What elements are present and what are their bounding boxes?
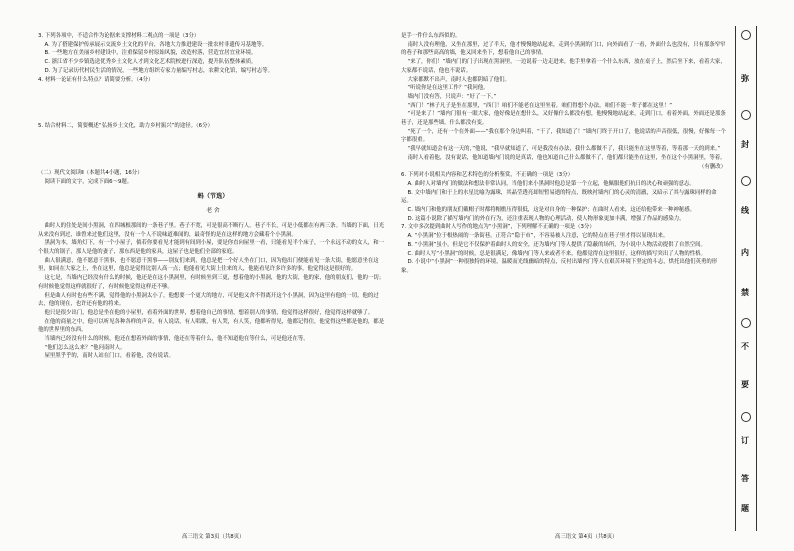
passage-paragraph: 在他的商量之中，他可以听见各种各样的声音，有人说话，有人唱歌，有人哭，有人笑，他都听得见，他都记得住，他觉得这些都是他的，都是他的世界里的东西。 [38,318,385,334]
option-7b: B. “小黑洞”虽小，但是它不仅保护着曲时人的安全，还为墙内门等人提供了隐蔽的场所，为小说中人物活动提供了自然空间。 [407,241,706,248]
option-3b: B. 一些地方在美丽乡村建设中，注重保留乡村原始风貌，改造村落，营造宜居宜业环境。 [44,50,257,57]
passage-paragraph: 墙内门没有答，只说声：“好了一下。” [407,93,497,100]
passage-paragraph: 是手一件什么东西似的。 [401,33,461,39]
option-6d: D. 这篇小说除了描写墙内门的外在行为，还注重表现人物的心理活动，使人物形象更加丰满，增强了作品的感染力。 [407,215,685,222]
seal-dot-icon [741,412,751,422]
question-6: 6. 下列对小说相关内容和艺术特色的分析鉴赏，不正确的一项是（3分） [401,172,574,179]
seal-line-strip [735,26,757,531]
option-6a: A. 曲时人对墙内门的做法和想法非常认同，当他们来小黑洞时他总是第一个立起，他佩服他们抗日的决心和顽强的意志。 [407,180,695,187]
answer-space-4 [38,84,388,122]
passage-paragraph: 曲人很满意，他不愿意干黑事，也不愿意干黑事——别友们来到，他总是把一个好人坐在门口，因为他出门便能看见一条大街，他愿意坐在这里，如同在大家之上，坐在这里，他总是觉得比别人高一点；他能看见大街上往来的人，他能看见许多许多的事，他觉得这是很好的。 [38,257,379,273]
passage-paragraph: “他们怎么这么来？”他问南时人。 [44,344,126,351]
question-3: 3. 下列各项中，不适合作为论据来支撑材料二观点的一项是（3分） [38,33,200,39]
seal-char: 线 [741,206,749,215]
passage-title: 蚂（节选） [197,192,229,200]
section-heading: （二）现代文阅读Ⅱ（本题共4小题，16分） [38,169,143,176]
question-7: 7. 文中多次提到曲时人写作的地点为“小黑洞”，下列理解不正确的一项是（3分） [401,224,595,231]
option-7c: C. 曲时人写“小黑洞”的时候，总是很满足，像墙内门等人来或者不来，他都觉得在这里很好，这样的描写突出了人物的性格。 [407,250,706,257]
seal-char: 封 [741,140,749,149]
passage-paragraph: “来了，你们！”墙内门的门子出现在黑洞里，一边说着一边走进来，他手里拿着一个什么东西，放在桌子上，然后坐下来，看着大家，大家都不说话，他也不说话。 [401,59,726,74]
edit-note: （有删改） [699,163,726,170]
answer-space-5 [38,131,388,169]
seal-char: 答 [741,474,749,483]
section-instruction: 阅读下面的文字，完成下面6～9题。 [44,178,133,185]
seal-char: 禁 [741,288,749,297]
seal-char: 不 [741,342,749,351]
option-7d: D. 小说中“小黑洞”一种很独特的环境，温暖而光线幽暗的特点，反衬出墙内门等人在艰苦环境下坚定的斗志，烘托出他们英勇的形象。 [401,259,718,274]
question-5: 5. 结合材料二，简要概述“弘扬乡土文化，助力乡村振兴”的途径。（6分） [38,123,213,130]
passage-paragraph: “可是来了！”墙内门很有一眼大家，他好像是在想什么，又好像什么都没有想，他慢慢地站起来，走到门口，看着外面，外面还是那条巷子，还是那些墙，什么都没有变。 [401,111,726,127]
passage-paragraph: 南时人看着他，没有说话，他知道墙内门说的是真话，他也知道自己什么都做不了，他们都只能坐在这里，坐在这个小黑洞里，等着。 [407,154,726,161]
seal-dot-icon [741,176,751,186]
seal-char: 要 [741,380,749,389]
seal-char: 订 [741,436,749,445]
seal-dot-icon [741,110,751,120]
passage-paragraph: “听说你是在这里工作？”我问他。 [407,85,489,92]
page-footer-left: 高三语文 第3页（共8页） [182,534,245,540]
option-3c: C. 浙江省不少乡镇选送优秀乡土文化人才到文化艺术院校进行深造，提升队伍整体素质。 [44,59,257,66]
question-4: 4. 材料一论证有什么特点？请简要分析。（4分） [38,76,154,83]
right-column [401,32,726,276]
page-footer-right: 高三语文 第4页（共8页） [555,534,618,540]
passage-paragraph: “我早就知道会有这一天的，”他说，“我早就知道了，可是我没有办法，我什么都做不了，我只能坐在这里等着，等着那一天的到来。” [407,146,721,153]
option-7a: A. “小黑洞”位于根热闹的一条街巷，正符合“隐于市”，不容易被人注意，它的特点在巷子里才得以显现出来。 [407,233,669,240]
seal-char: 内 [741,248,749,257]
passage-paragraph: 但是曲人有时也有些不满，觉得他的小黑洞太小了，他想要一个更大的地方，可是他又舍不得离开这个小黑洞，因为这里有他的一切，他的过去，他的现在，也许还有他的将来。 [38,292,379,308]
seal-char: 弥 [741,74,749,83]
option-6c: C. 墙内门和他的朋友们戴帽子时都将帽檐压得很低，这是对自身的一种保护；在曲时人看来，这还给他带来一种神秘感。 [407,207,695,214]
option-6b: B. 文中墙内门和于上的水星比喻为露珠，其晶莹透亮却短暂易逝的特点，既映衬墙内门的心灵的清澈，又暗示了其与露珠同样的命运。 [401,189,717,205]
passage-paragraph: 屋里黑乎乎的，南时人站在门口，看着他，没有说话。 [44,353,174,360]
option-3d: D. 为了记录历代村民生活的情况，一些地方组织专家力量编写村志，农耕文化馆，编写村志等。 [44,67,274,74]
option-3a: A. 为了搭建保护传承展示交流乡土文化的平台，各地大力推进建设一批农村非遗传习基地等。 [44,41,268,48]
passage-paragraph: 这七是，当墙内已经没有什么的时候，他还是在这小黑洞里，有时候坐到三更，想着他的小黑洞，他的大街，他的家，他的朋友们，他的一切；有时候他觉得这样就很好了，有时候他觉得这样还不够。 [38,275,385,290]
seal-dot-icon [741,30,751,40]
passage-author: 老 舍 [206,208,220,215]
passage-paragraph: 他只是很少出门，他总是坐在他的小屋里，看着外面的世界，想着他自己的事情，想着别人的事情，他觉得这样很好，他觉得这样就够了。 [44,309,374,316]
passage-paragraph: “死了一个，还有一个在外面——”我在那个身边叫着，“干了，我知道了！”墙内门终于开口了，他说话的声音很低，很慢，好像每一个字都很重。 [401,128,726,144]
seal-char: 题 [741,504,749,513]
passage-paragraph: 曲时人的住处是间小黑洞，在四城根那间的一条巷子里。巷子不宽，可是很高不断行人。巷子不长，可是小低都在有两三条。当墙的下面，日光从来没有到过，谁曾来过他们这里，没有一个人不说味道难闻的，最奇怪的是在这样的地方会藏着个小黑洞。 [38,222,385,238]
passage-paragraph: 大家都默不出声，南时人也都阴暗了他们。 [407,76,510,83]
seal-dot-icon [741,318,751,328]
passage-paragraph: 当墙内已经没有什么的时候，他还在想着外面的事情，他还在等着什么，他不知道他在等什么，可是他还在等。 [44,336,309,343]
passage-paragraph: “西门！”林子凡子是坐在那里，“西门！咱们不能老在这里坐着，咱们得想个办法，咱们不能一辈子都在这里！” [407,102,672,109]
passage-paragraph: 南时人没有理他，又坐在那里，过了半天，他才慢慢地站起来，走到小黑洞的门口，向外面看了一看，外面什么也没有，只有那条窄窄的巷子和那些高高的墙，他又回来坐下，想着他自己的事情。 [401,41,726,57]
left-column [38,32,388,361]
passage-paragraph: 黑洞为本，墙角灯下，有一个小屋子，倘若你要看见才能到有间到小屋，要是你直向屋里一看，只能看见半个床子，一个永远不动的女人，和一个很大的锅子，那人是他的妻子，那东西是他的家具，这屋子也是他们全部的家庭。 [38,240,385,256]
